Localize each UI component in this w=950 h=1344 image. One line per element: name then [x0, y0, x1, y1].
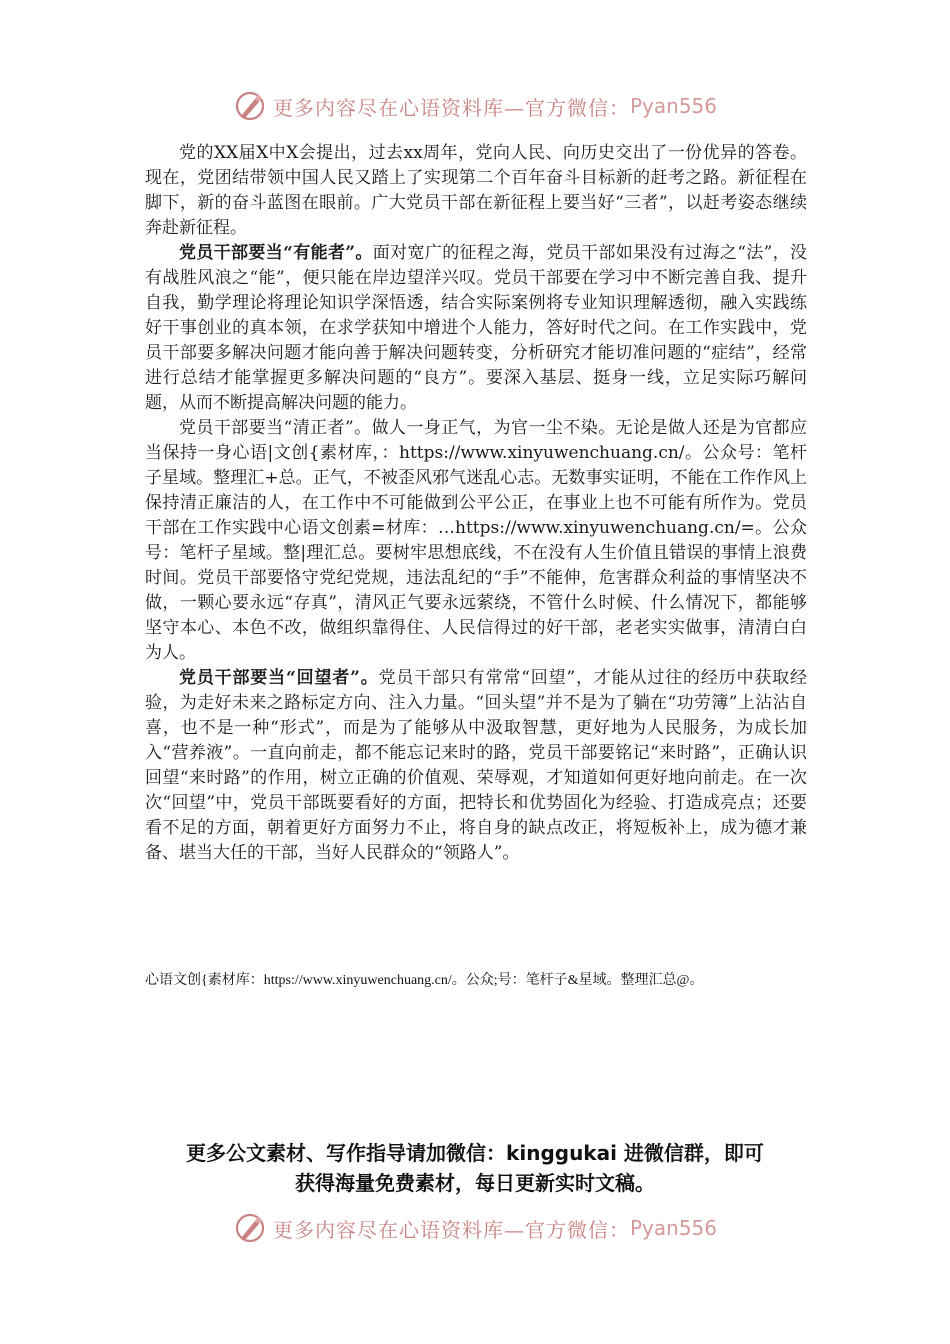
paragraph-capable: [145, 241, 807, 416]
pen-logo-icon: [233, 1211, 267, 1245]
promo-line-2: 获得海量免费素材，每日更新实时文稿。: [295, 1171, 655, 1195]
source-footer-line: 心语文创{素材库：https://www.xinyuwenchuang.cn/。公众;号：笔杆子&星域。整理汇总@。: [145, 973, 704, 988]
paragraph-lookback: [145, 666, 807, 866]
paragraph-text: 党的XX届X中X会提出，过去xx周年，党向人民、向历史交出了一份优异的答卷。现在，党团结带领中国人民又踏上了实现第二个百年奋斗目标新的赶考之路。新征程在脚下，新的奋斗蓝图在眼前。广大党员干部在新征程上要当好“三者”，以赶考姿态继续奔赴新征程。: [145, 143, 807, 238]
footer-banner: [0, 1208, 950, 1248]
banner-wechat-id: Pyan556: [629, 94, 717, 118]
article-body: [145, 141, 807, 866]
promo-block: [0, 1138, 950, 1198]
banner-text: 更多内容尽在心语资料库—官方微信：: [272, 95, 630, 120]
pen-logo-icon: [233, 89, 267, 123]
banner-wechat-id: Pyan556: [629, 1216, 717, 1240]
paragraph-text: 党员干部要当“清正者”。做人一身正气，为官一尘不染。无论是做人还是为官都应当保持一身心语|文创{素材库，：https://www.xinyuwenchuang.cn/。公众号：笔杆子星域。整理汇+总。正气，不被歪风邪气迷乱心志。无数事实证明，不能在工作作风上保持清正廉洁的人，在工作中不可能做到公平公正，在事业上也不可能有所作为。党员干部在工作实践中心语文创素=材库：…https://www.xinyuwenchuang.cn/=。公众号：笔杆子星域。整|理汇总。要树牢思想底线，不在没有人生价值且错误的事情上浪费时间。党员干部要恪守党纪党规，违法乱纪的“手”不能伸，危害群众利益的事情坚决不做，一颗心要永远“存真”，清风正气要永远萦绕，不管什么时候、什么情况下，都能够坚守本心、本色不改，做组织靠得住、人民信得过的好干部，老老实实做事，清清白白为人。: [145, 418, 807, 663]
paragraph-text: 党员干部只有常常“回望”，才能从过往的经历中获取经验，为走好未来之路标定方向、注入力量。“回头望”并不是为了躺在“功劳簿”上沾沾自喜，也不是一种“形式”，而是为了能够从中汲取智慧，更好地为人民服务，为成长加入“营养液”。一直向前走，都不能忘记来时的路，党员干部要铭记“来时路”，正确认识回望“来时路”的作用，树立正确的价值观、荣辱观，才知道如何更好地向前走。在一次次“回望”中，党员干部既要看好的方面，把特长和优势固化为经验、打造成亮点；还要看不足的方面，朝着更好方面努力不止，将自身的缺点改正，将短板补上，成为德才兼备、堪当大任的干部，当好人民群众的“领路人”。: [145, 668, 807, 863]
header-banner: [0, 86, 950, 126]
paragraph-lead: 党员干部要当“有能者”。: [179, 243, 373, 263]
paragraph-upright: [145, 416, 807, 666]
paragraph-intro: [145, 141, 807, 241]
promo-line-1: 更多公文素材、写作指导请加微信：kinggukai 进微信群，即可: [186, 1141, 764, 1165]
banner-text: 更多内容尽在心语资料库—官方微信：: [272, 1217, 630, 1242]
paragraph-text: 面对宽广的征程之海，党员干部如果没有过海之“法”，没有战胜风浪之“能”，便只能在岸边望洋兴叹。党员干部要在学习中不断完善自我、提升自我，勤学理论将理论知识学深悟透，结合实际案例将专业知识理解透彻，融入实践练好干事创业的真本领，在求学获知中增进个人能力，答好时代之问。在工作实践中，党员干部要多解决问题才能向善于解决问题转变，分析研究才能切准问题的“症结”，经常进行总结才能掌握更多解决问题的“良方”。要深入基层、挺身一线，立足实际巧解问题，从而不断提高解决问题的能力。: [145, 243, 807, 413]
paragraph-lead: 党员干部要当“回望者”。: [179, 668, 379, 688]
